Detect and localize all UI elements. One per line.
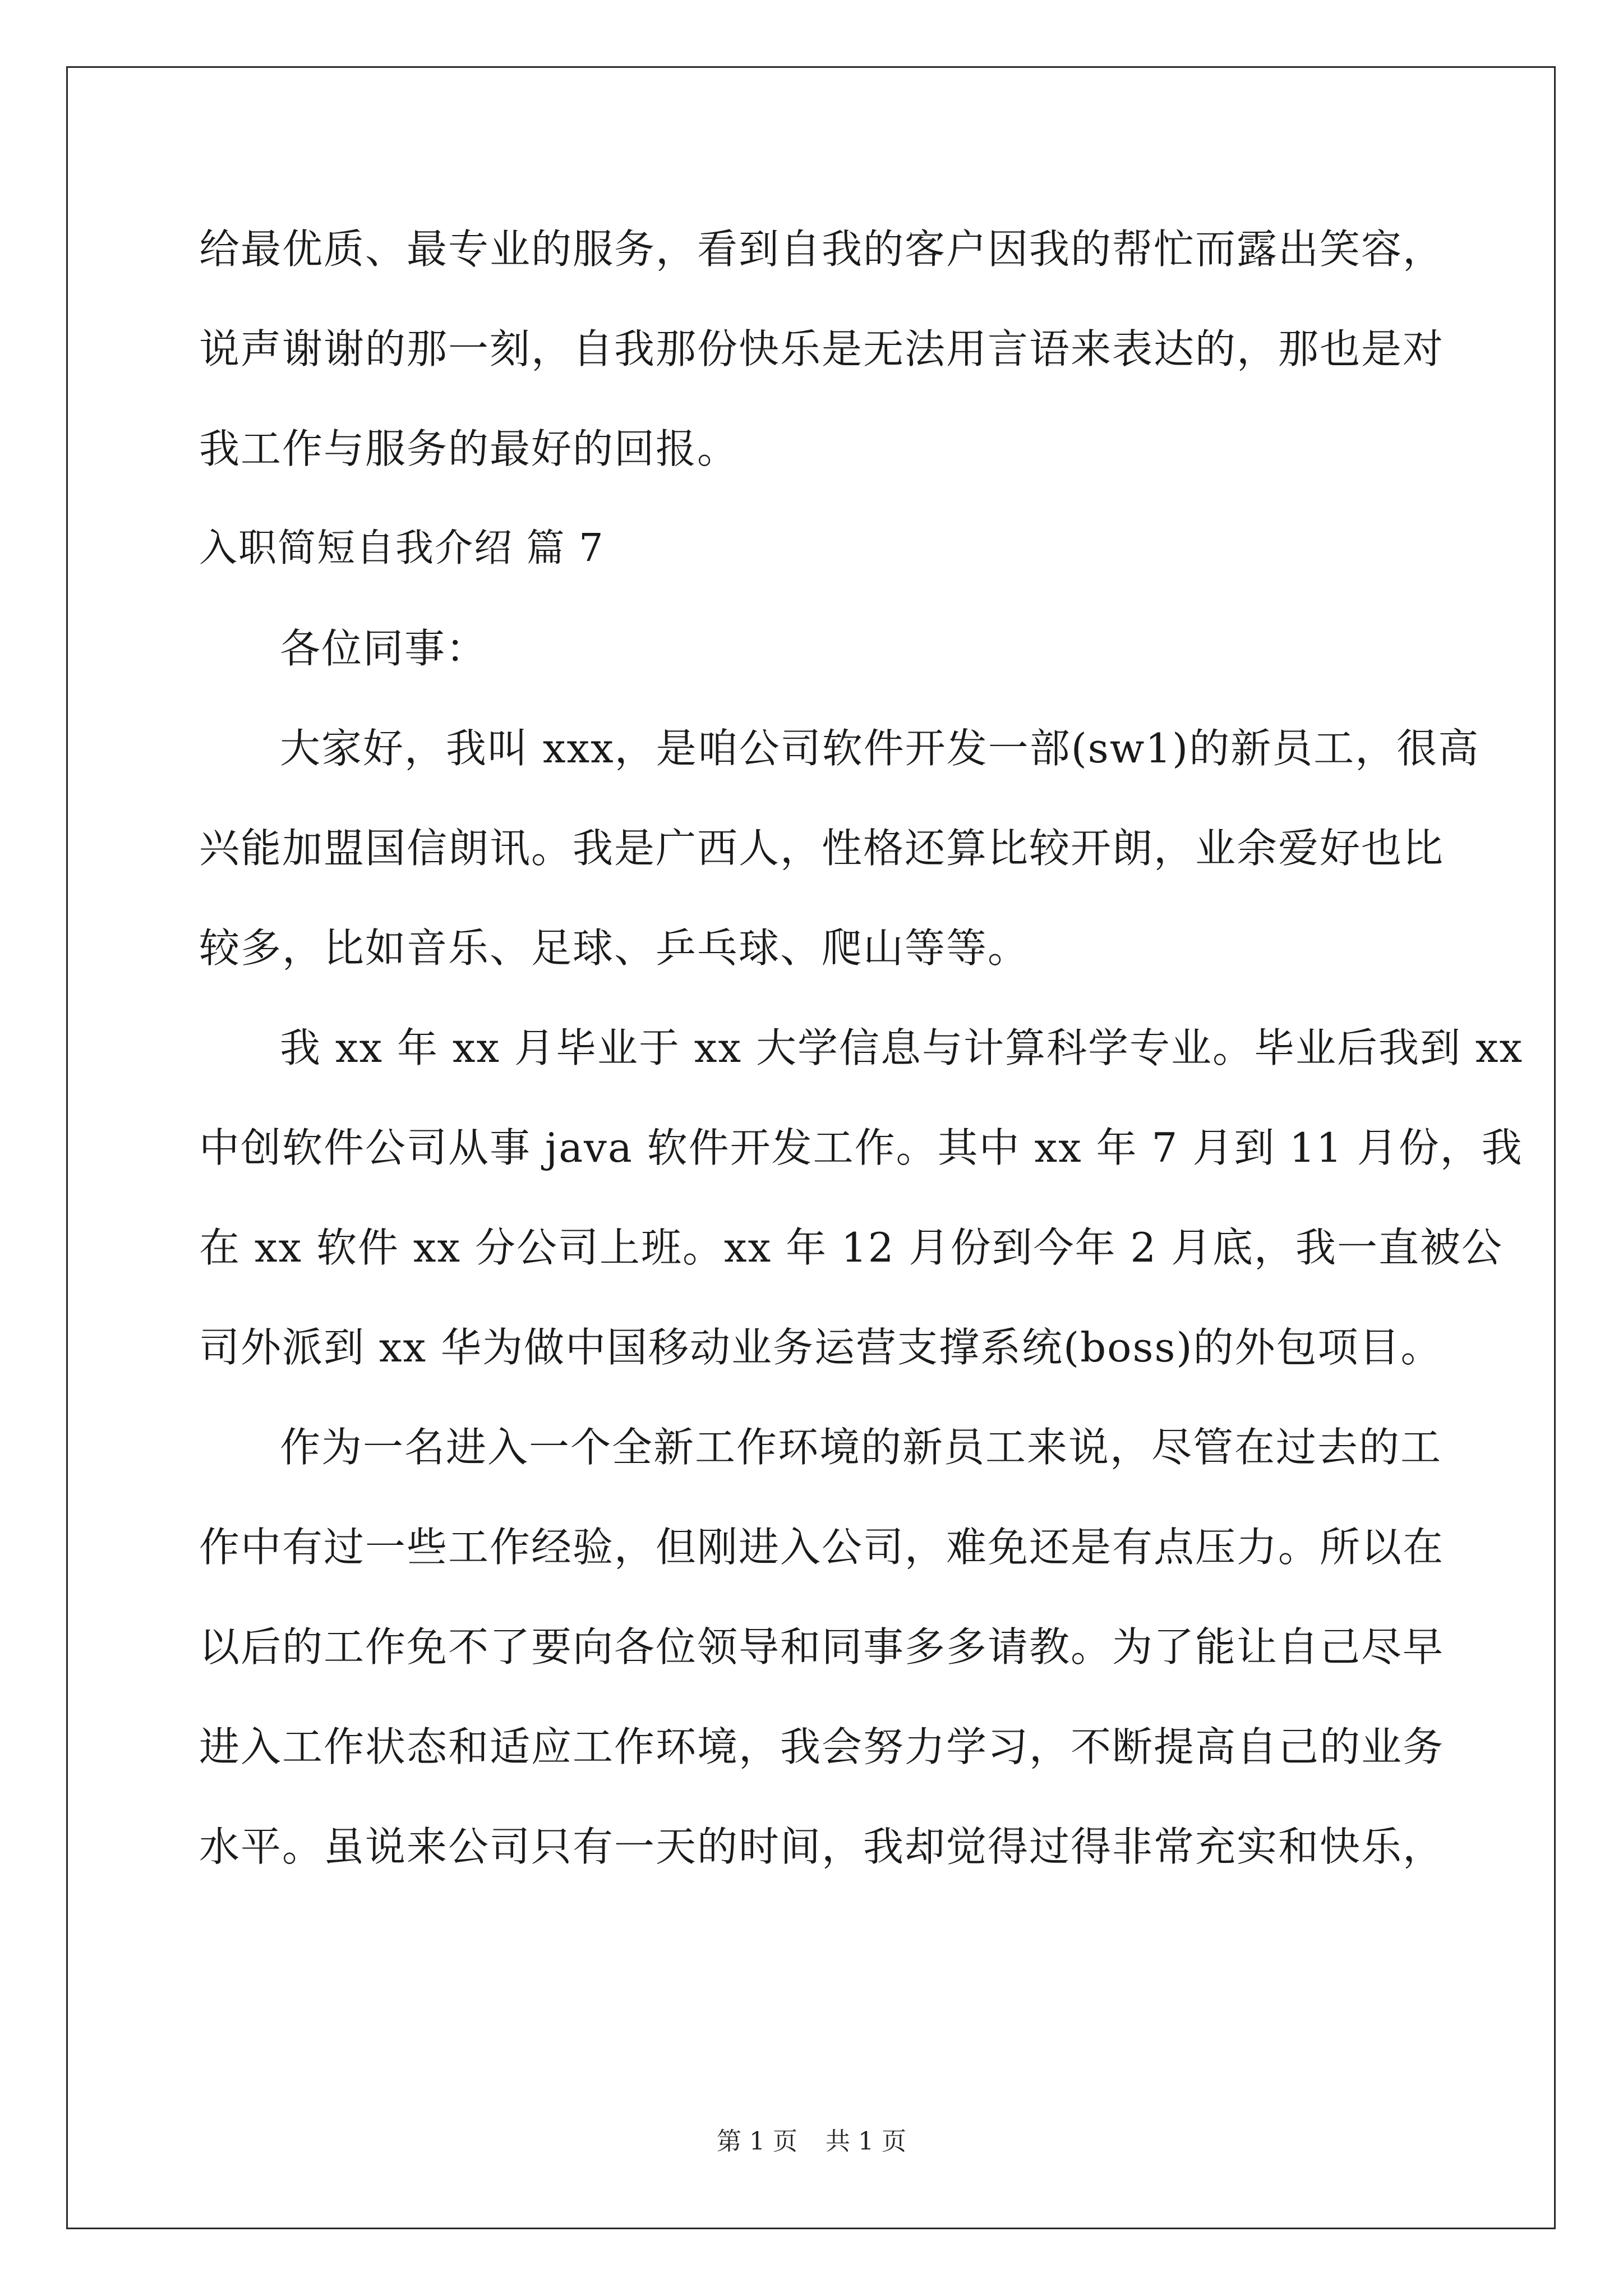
text-line: 说声谢谢的那一刻，自我那份快乐是无法用言语来表达的，那也是对 bbox=[199, 325, 1445, 372]
salutation: 各位同事： bbox=[280, 625, 488, 672]
text-line: 我工作与服务的最好的回报。 bbox=[199, 425, 739, 472]
text-line: 兴能加盟国信朗讯。我是广西人，性格还算比较开朗，业余爱好也比 bbox=[199, 825, 1445, 872]
text-line: 作中有过一些工作经验，但刚进入公司，难免还是有点压力。所以在 bbox=[199, 1524, 1445, 1571]
text-line: 以后的工作免不了要向各位领导和同事多多请教。为了能让自己尽早 bbox=[199, 1623, 1445, 1671]
paragraph-start: 作为一名进入一个全新工作环境的新员工来说，尽管在过去的工 bbox=[280, 1424, 1442, 1471]
text-line: 中创软件公司从事 java 软件开发工作。其中 xx 年 7 月到 11 月份，我 bbox=[199, 1124, 1523, 1171]
text-line: 较多，比如音乐、足球、乒乓球、爬山等等。 bbox=[199, 924, 1030, 972]
text-line: 司外派到 xx 华为做中国移动业务运营支撑系统(boss)的外包项目。 bbox=[199, 1324, 1442, 1371]
page-total: 共 1 页 bbox=[826, 2127, 906, 2156]
text-line: 水平。虽说来公司只有一天的时间，我却觉得过得非常充实和快乐， bbox=[199, 1823, 1445, 1870]
document-body bbox=[199, 199, 1524, 1897]
paragraph-start: 大家好，我叫 xxx，是咱公司软件开发一部(sw1)的新员工，很高 bbox=[280, 725, 1480, 772]
text-line: 进入工作状态和适应工作环境，我会努力学习，不断提高自己的业务 bbox=[199, 1723, 1445, 1770]
text-line: 在 xx 软件 xx 分公司上班。xx 年 12 月份到今年 2 月底，我一直被公 bbox=[199, 1224, 1504, 1271]
section-heading: 入职简短自我介绍 篇 7 bbox=[199, 526, 605, 570]
page-footer bbox=[0, 2125, 1623, 2159]
page-number: 第 1 页 bbox=[717, 2127, 797, 2156]
paragraph-start: 我 xx 年 xx 月毕业于 xx 大学信息与计算科学专业。毕业后我到 xx bbox=[280, 1024, 1524, 1071]
text-line: 给最优质、最专业的服务，看到自我的客户因我的帮忙而露出笑容， bbox=[199, 226, 1445, 273]
